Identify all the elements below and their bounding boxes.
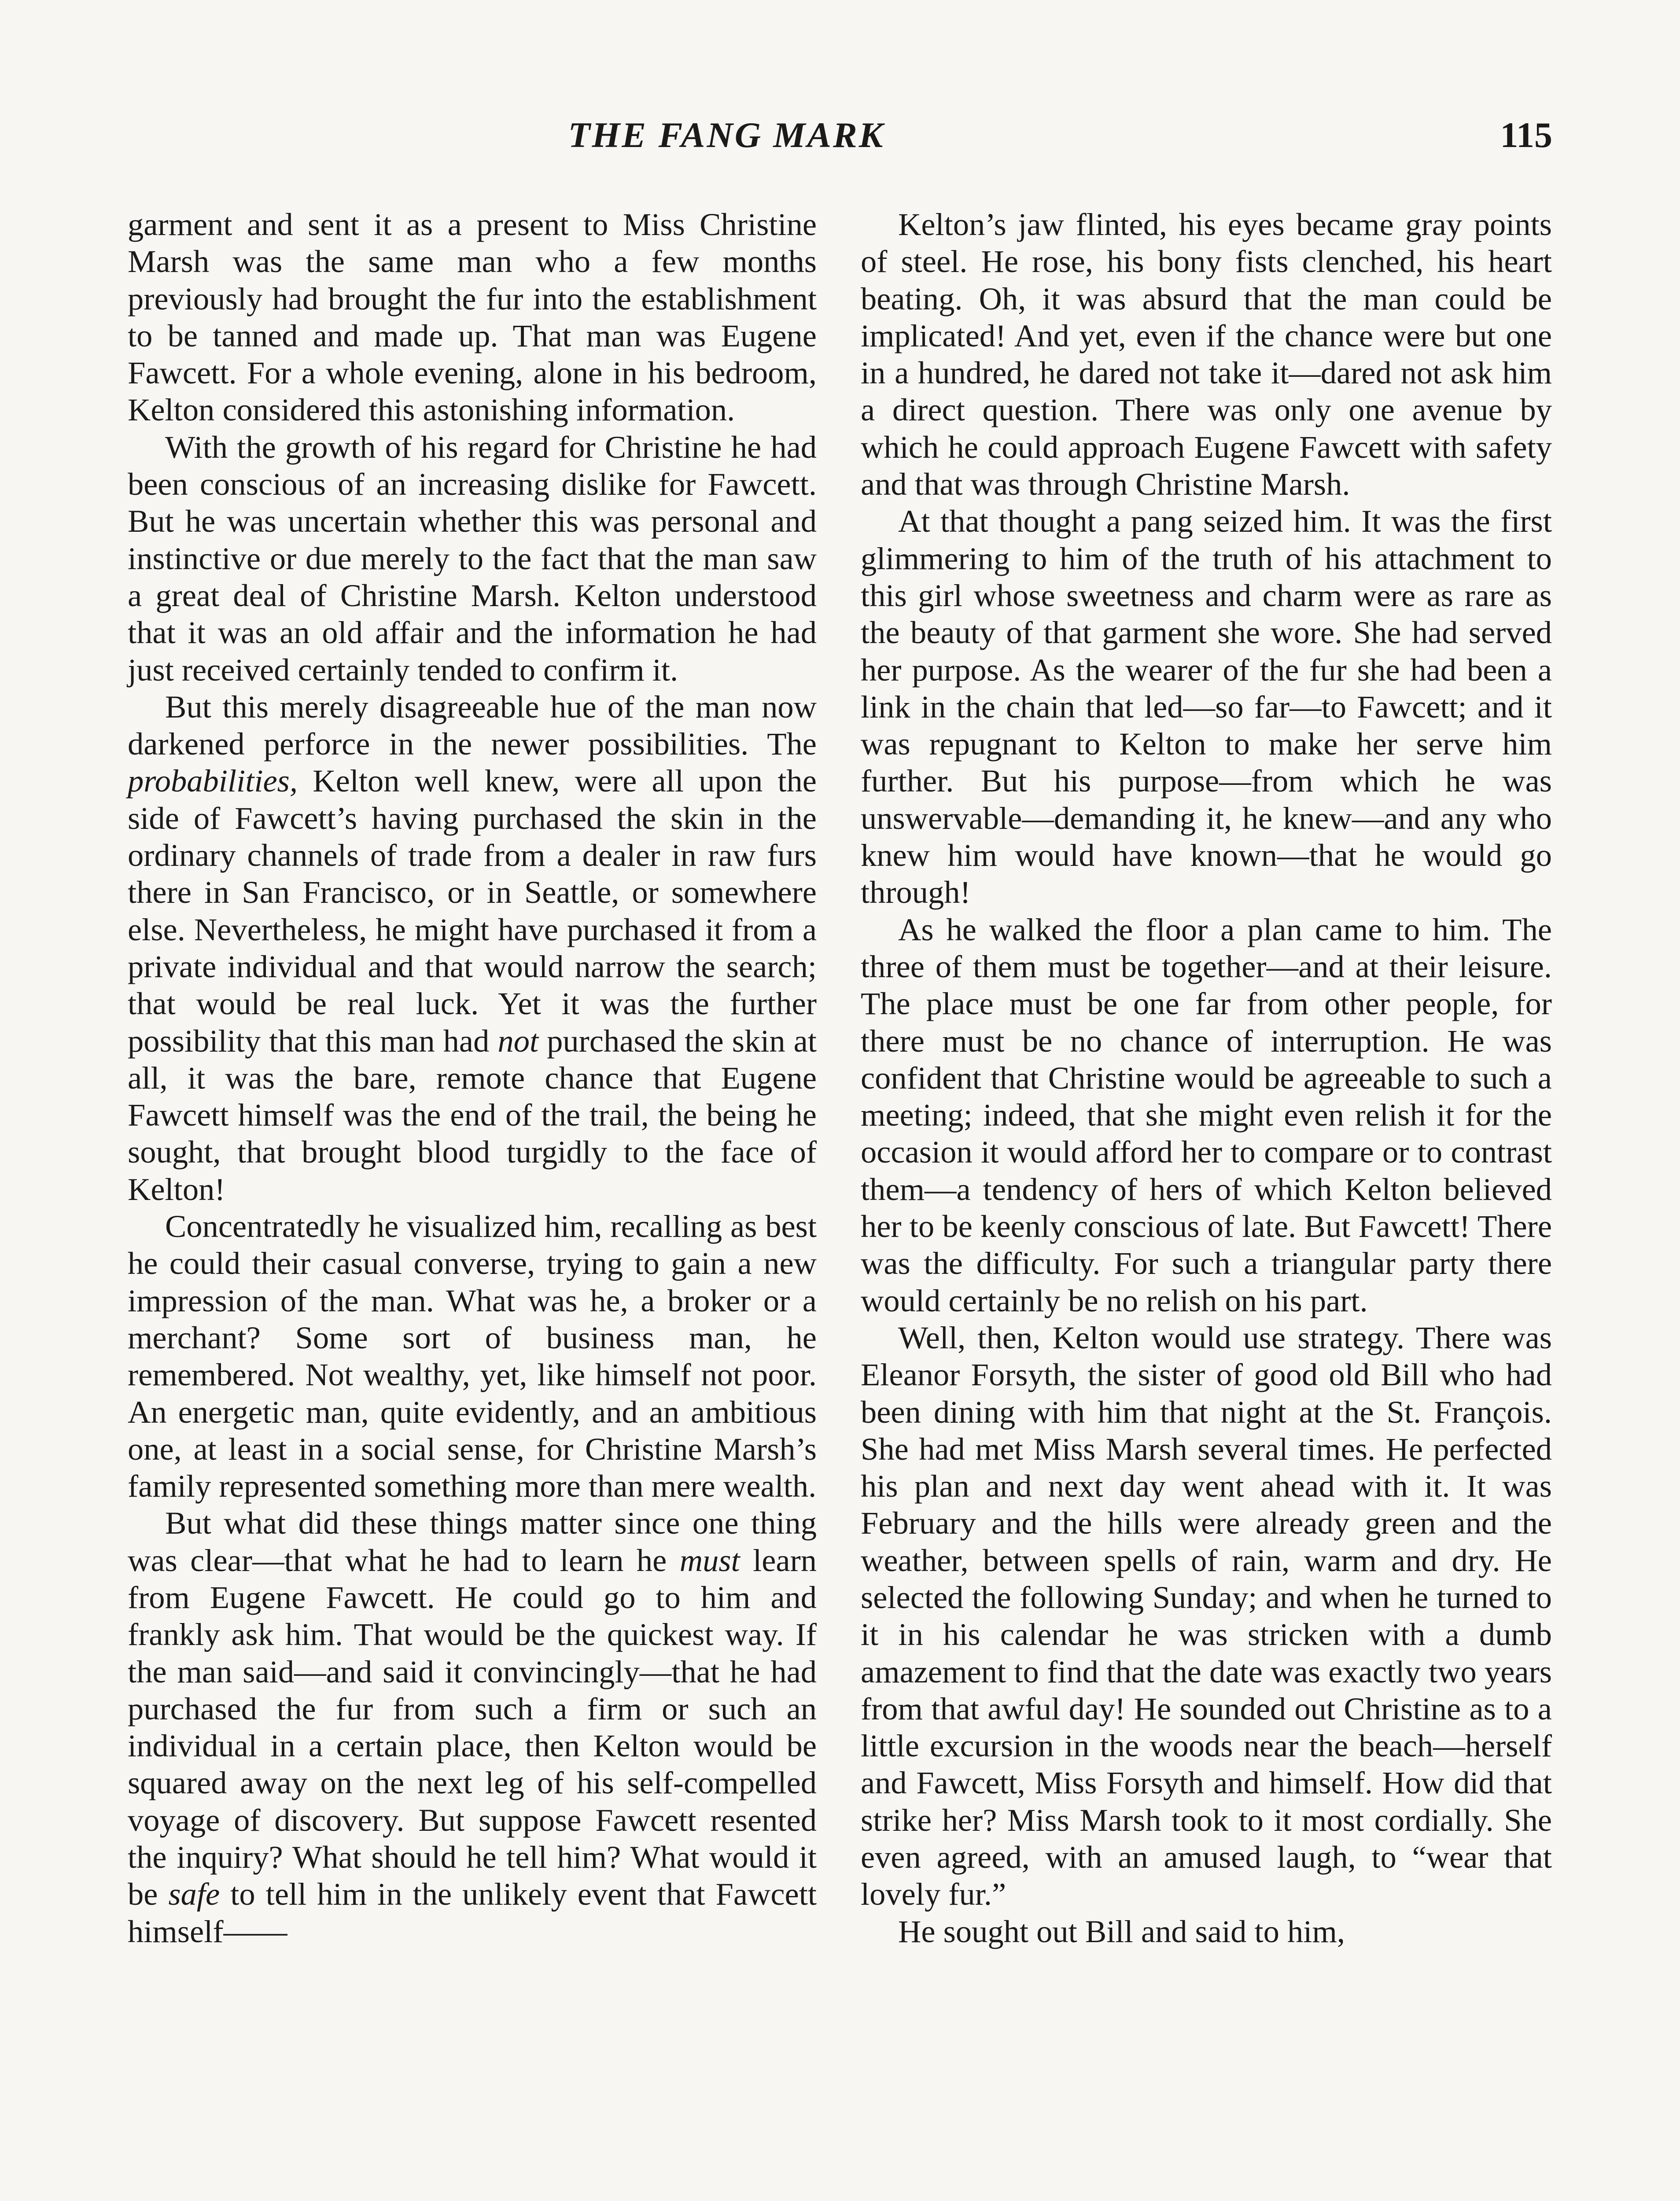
emphasis: probabilities, <box>128 763 298 799</box>
emphasis: must <box>679 1542 740 1578</box>
left-column <box>128 206 817 1950</box>
emphasis: not <box>497 1023 539 1059</box>
paragraph: With the growth of his regard for Christine he had been conscious of an increasing dislike for Fawcett. But he was uncertain whether this was personal and instinctive or due merely to the fact that the man saw a great deal of Christine Marsh. Kelton understood that it was an old affair and the information he had just received certainly tended to confirm it. <box>128 429 817 688</box>
paragraph: As he walked the floor a plan came to him. The three of them must be together—and at their leisure. The place must be one far from other people, for there must be no chance of interruption. He was confident that Christine would be agreeable to such a meeting; indeed, that she might even relish it for the occasion it would afford her to compare or to contrast them—a tendency of hers of which Kelton believed her to be keenly conscious of late. But Fawcett! There was the difficulty. For such a triangular party there would certainly be no relish on his part. <box>861 911 1552 1318</box>
paragraph: Concentratedly he visualized him, recalling as best he could their casual converse, trying to gain a new impression of the man. What was he, a broker or a merchant? Some sort of business man, he remembered. Not wealthy, yet, like himself not poor. An energetic man, quite evidently, and an ambitious one, at least in a social sense, for Christine Marsh’s family represented something more than mere wealth. <box>128 1208 817 1504</box>
paragraph: He sought out Bill and said to him, <box>898 1913 1345 1949</box>
right-column <box>861 206 1552 1950</box>
paragraph: garment and sent it as a present to Miss Christine Marsh was the same man who a few months previously had brought the fur into the establishment to be tanned and made up. That man was Eugene Fawcett. For a whole evening, alone in his bedroom, Kelton considered this astonishing information. <box>128 206 817 428</box>
paragraph: But what did these things matter since one thing was clear—that what he had to learn he must learn from Eugene Fawcett. He could go to him and frankly ask him. That would be the quickest way. If the man said—and said it convincingly—that he had purchased the fur from such a firm or such an individual in a certain place, then Kelton would be squared away on the next leg of his self-compelled voyage of discovery. But suppose Fawcett resented the inquiry? What should he tell him? What would it be safe to tell him in the unlikely event that Fawcett himself—— <box>128 1505 817 1949</box>
emphasis: safe <box>168 1876 220 1912</box>
paragraph: Well, then, Kelton would use strategy. There was Eleanor Forsyth, the sister of good old Bill who had been dining with him that night at the St. François. She had met Miss Marsh several times. He perfected his plan and next day went ahead with it. It was February and the hills were already green and the weather, between spells of rain, warm and dry. He selected the following Sunday; and when he turned to it in his calendar he was stricken with a dumb amazement to find that the date was exactly two years from that awful day! He sounded out Christine as to a little excursion in the woods near the beach—herself and Fawcett, Miss Forsyth and himself. How did that strike her? Miss Marsh took to it most cordially. She even agreed, with an amused laugh, to “wear that lovely fur.” <box>861 1319 1552 1912</box>
page-number: 115 <box>1500 115 1552 155</box>
page-header <box>0 110 1680 163</box>
running-title: THE FANG MARK <box>568 115 885 155</box>
paragraph: But this merely disagreeable hue of the man now darkened perforce in the newer possibilities. The probabilities, Kelton well knew, were all upon the side of Fawcett’s having purchased the skin in the ordinary channels of trade from a dealer in raw furs there in San Francisco, or in Seattle, or somewhere else. Nevertheless, he might have purchased it from a private individual and that would narrow the search; that would be real luck. Yet it was the further possibility that this man had not purchased the skin at all, it was the bare, remote chance that Eugene Fawcett himself was the end of the trail, the being he sought, that brought blood turgidly to the face of Kelton! <box>128 688 817 1207</box>
paragraph: Kelton’s jaw flinted, his eyes became gray points of steel. He rose, his bony fists clenched, his heart beating. Oh, it was absurd that the man could be implicated! And yet, even if the chance were but one in a hundred, he dared not take it—dared not ask him a direct question. There was only one avenue by which he could approach Eugene Fawcett with safety and that was through Christine Marsh. <box>861 206 1552 502</box>
paragraph: At that thought a pang seized him. It was the first glimmering to him of the truth of his attachment to this girl whose sweetness and charm were as rare as the beauty of that garment she wore. She had served her purpose. As the wearer of the fur she had been a link in the chain that led—so far—to Fawcett; and it was repugnant to Kelton to make her serve him further. But his purpose—from which he was unswervable—demanding it, he knew—and any who knew him would have known—that he would go through! <box>861 503 1552 910</box>
